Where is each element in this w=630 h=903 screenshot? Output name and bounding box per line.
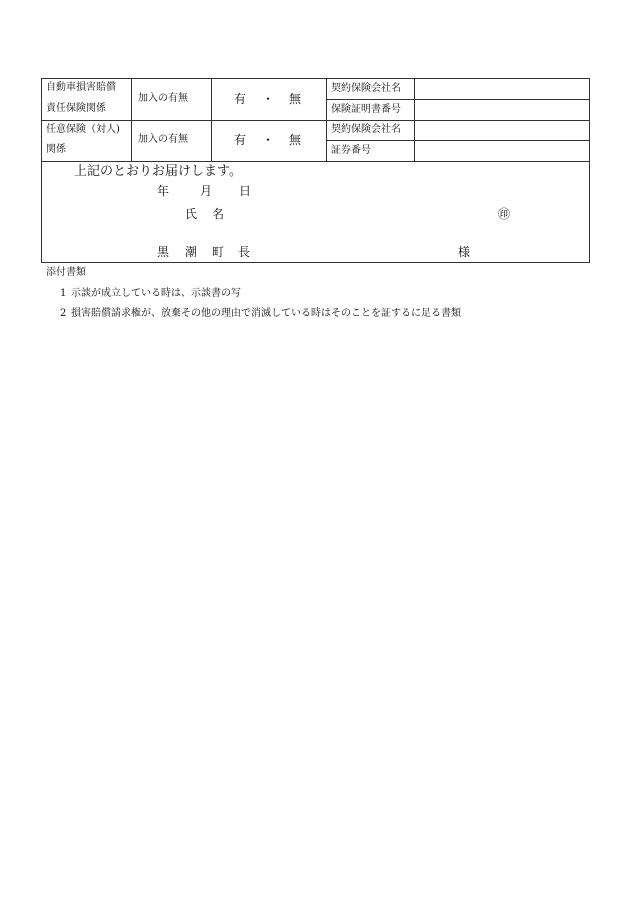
row1-certificate-label: 保険証明書番号: [331, 104, 401, 115]
declaration-statement: 上記のとおりお届けします。: [74, 164, 242, 179]
row2-category-line2: 関係: [46, 144, 66, 155]
column-divider: [326, 78, 327, 161]
row2-enrolled-label: 加入の有無: [138, 134, 188, 145]
addressee-char-2: 潮: [185, 245, 198, 259]
name-label-2: 名: [212, 207, 225, 221]
row-divider: [41, 120, 590, 121]
row2-policy-number-label: 証券番号: [331, 145, 371, 156]
date-year-label: 年: [157, 184, 170, 198]
date-month-label: 月: [200, 184, 213, 198]
attachment-text: 損害賠償請求権が、放棄その他の理由で消滅している時はそのことを証するに足る書類: [71, 308, 461, 319]
row2-insurer-value[interactable]: [420, 125, 585, 137]
row1-category-line2: 責任保険関係: [46, 103, 106, 114]
field-divider: [326, 140, 590, 141]
row-divider: [41, 161, 590, 162]
attachment-number: 2: [60, 308, 67, 319]
row2-separator: ・: [262, 133, 275, 147]
seal-mark-icon: ㊞: [498, 207, 511, 221]
row2-insurer-label: 契約保険会社名: [331, 124, 401, 135]
addressee-char-1: 黒: [157, 245, 170, 259]
row2-no-option[interactable]: 無: [289, 133, 302, 147]
row2-category-line1: 任意保険（対人): [46, 124, 120, 135]
column-divider: [131, 78, 132, 161]
attachments-heading: 添付書類: [46, 267, 86, 278]
row1-enrolled-label: 加入の有無: [138, 93, 188, 104]
row1-certificate-value[interactable]: [420, 105, 585, 117]
row2-policy-number-value[interactable]: [420, 146, 585, 158]
row1-yes-option[interactable]: 有: [234, 92, 247, 106]
addressee-char-3: 町: [212, 245, 225, 259]
row1-no-option[interactable]: 無: [289, 92, 302, 106]
column-divider: [211, 78, 212, 161]
attachment-text: 示談が成立している時は、示談書の写: [71, 288, 241, 299]
field-divider: [326, 99, 590, 100]
column-divider: [414, 78, 415, 161]
row1-insurer-value[interactable]: [420, 84, 585, 96]
addressee-char-4: 長: [238, 245, 251, 259]
row1-insurer-label: 契約保険会社名: [331, 83, 401, 94]
row1-category-line1: 自動車損害賠償: [46, 82, 116, 93]
name-label-1: 氏: [185, 207, 198, 221]
date-day-label: 日: [239, 184, 252, 198]
attachment-number: 1: [60, 288, 67, 299]
row1-separator: ・: [262, 92, 275, 106]
row2-yes-option[interactable]: 有: [234, 133, 247, 147]
honorific-label: 様: [458, 245, 471, 259]
